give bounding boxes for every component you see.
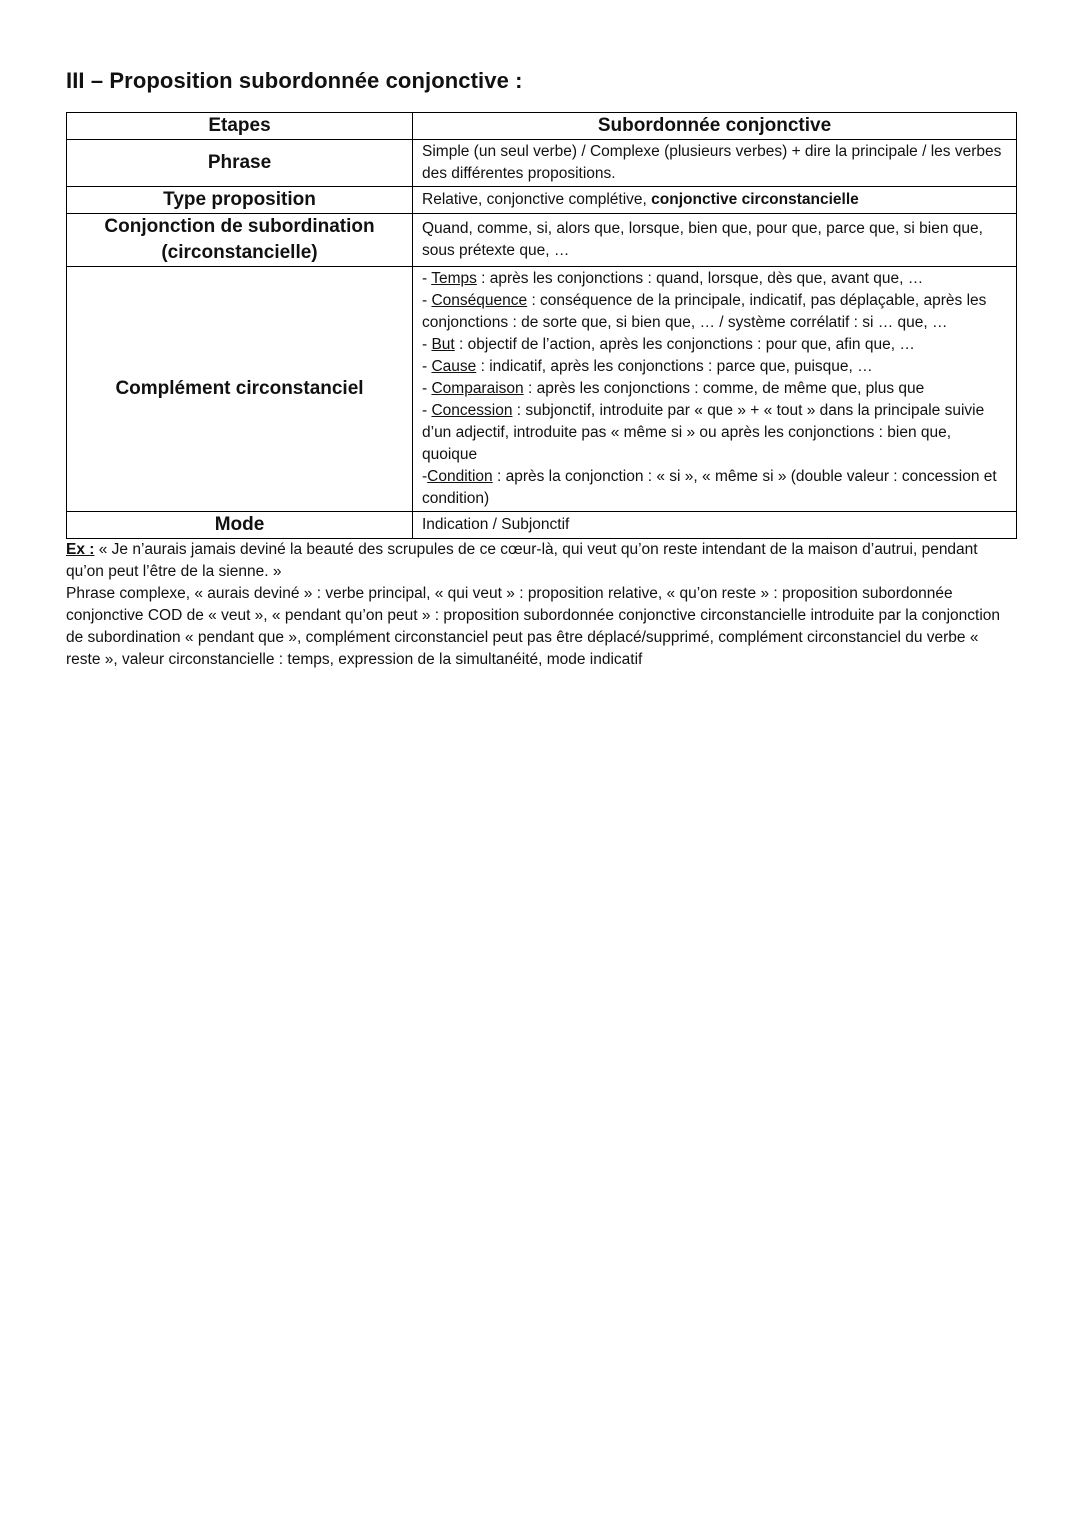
conjonctive-table xyxy=(66,112,1017,539)
complement-item-cause xyxy=(422,356,1008,378)
row-type-label: Type proposition xyxy=(67,187,413,214)
row-type xyxy=(67,187,1017,214)
row-conjonction-label-line2: (circonstancielle) xyxy=(161,242,318,263)
header-subordonnee: Subordonnée conjonctive xyxy=(413,113,1017,140)
example-label: Ex : xyxy=(66,541,95,558)
item-term: Concession xyxy=(431,402,513,419)
item-text: : subjonctif, introduite par « que » + « tout » dans la principale suivie d’un adjectif, introduite pas « même si » ou après les conjonctions : bien que, quoique xyxy=(422,402,985,463)
item-term: Conséquence xyxy=(431,292,528,309)
table-header-row xyxy=(67,113,1017,140)
row-complement-list xyxy=(413,267,1017,512)
item-prefix: - xyxy=(422,270,432,287)
item-prefix: - xyxy=(422,336,432,353)
header-etapes: Etapes xyxy=(67,113,413,140)
item-prefix: - xyxy=(422,292,432,309)
complement-item-concession xyxy=(422,400,1008,466)
complement-item-comparaison xyxy=(422,378,1008,400)
row-conjonction-label xyxy=(67,214,413,267)
item-term: Cause xyxy=(431,358,477,375)
example-quote: « Je n’aurais jamais deviné la beauté des scrupules de ce cœur-là, qui veut qu’on reste intendant de la maison d’autrui, pendant qu’on peut l’être de la sienne. » xyxy=(66,541,978,580)
item-text: : après la conjonction : « si », « même si » (double valeur : concession et condition) xyxy=(422,468,997,507)
row-phrase xyxy=(67,140,1017,187)
item-prefix: - xyxy=(422,468,428,485)
item-text: : après les conjonctions : comme, de même que, plus que xyxy=(523,380,925,397)
row-complement-label: Complément circonstanciel xyxy=(67,267,413,512)
item-text: : objectif de l’action, après les conjonctions : pour que, afin que, … xyxy=(454,336,915,353)
item-prefix: - xyxy=(422,402,432,419)
example-analysis: Phrase complexe, « aurais deviné » : verbe principal, « qui veut » : proposition relative, « qu’on reste » : proposition subordonnée conjonctive COD de « veut », « pendant qu’on peut » : proposition subordonnée conjonctive circonstancielle introduite par la conjonction de subordination « pendant que », complément circonstanciel peut pas être déplacé/supprimé, complément circonstanciel du verbe « reste », valeur circonstancielle : temps, expression de la simultanéité, mode indicatif xyxy=(66,585,1001,668)
item-text: : conséquence de la principale, indicatif, pas déplaçable, après les conjonctions : de sorte que, si bien que, … / système corrélatif : si … que, … xyxy=(422,292,987,331)
item-term: Temps xyxy=(431,270,477,287)
example-quote-paragraph xyxy=(66,539,1016,583)
row-conjonction-text: Quand, comme, si, alors que, lorsque, bien que, pour que, parce que, si bien que, sous prétexte que, … xyxy=(413,214,1017,267)
item-term: Condition xyxy=(427,468,493,485)
row-mode-label: Mode xyxy=(67,512,413,539)
item-term: Comparaison xyxy=(431,380,524,397)
complement-item-but xyxy=(422,334,1008,356)
complement-item-consequence xyxy=(422,290,1008,334)
row-phrase-label: Phrase xyxy=(67,140,413,187)
row-conjonction xyxy=(67,214,1017,267)
item-prefix: - xyxy=(422,358,432,375)
row-conjonction-label-line1: Conjonction de subordination xyxy=(104,216,375,237)
row-type-bold: conjonctive circonstancielle xyxy=(651,191,859,208)
example-block xyxy=(66,539,1016,671)
row-mode xyxy=(67,512,1017,539)
item-text: : indicatif, après les conjonctions : parce que, puisque, … xyxy=(476,358,873,375)
row-type-plain: Relative, conjonctive complétive, xyxy=(422,191,652,208)
complement-item-condition xyxy=(422,466,1008,510)
item-term: But xyxy=(431,336,455,353)
row-mode-text: Indication / Subjonctif xyxy=(413,512,1017,539)
item-text: : après les conjonctions : quand, lorsque, dès que, avant que, … xyxy=(476,270,924,287)
item-prefix: - xyxy=(422,380,432,397)
row-complement xyxy=(67,267,1017,512)
complement-item-temps xyxy=(422,268,1008,290)
section-title: III – Proposition subordonnée conjonctive : xyxy=(66,68,523,93)
row-type-text xyxy=(413,187,1017,214)
page xyxy=(66,66,1016,671)
row-phrase-text: Simple (un seul verbe) / Complexe (plusieurs verbes) + dire la principale / les verbes des différentes propositions. xyxy=(413,140,1017,187)
